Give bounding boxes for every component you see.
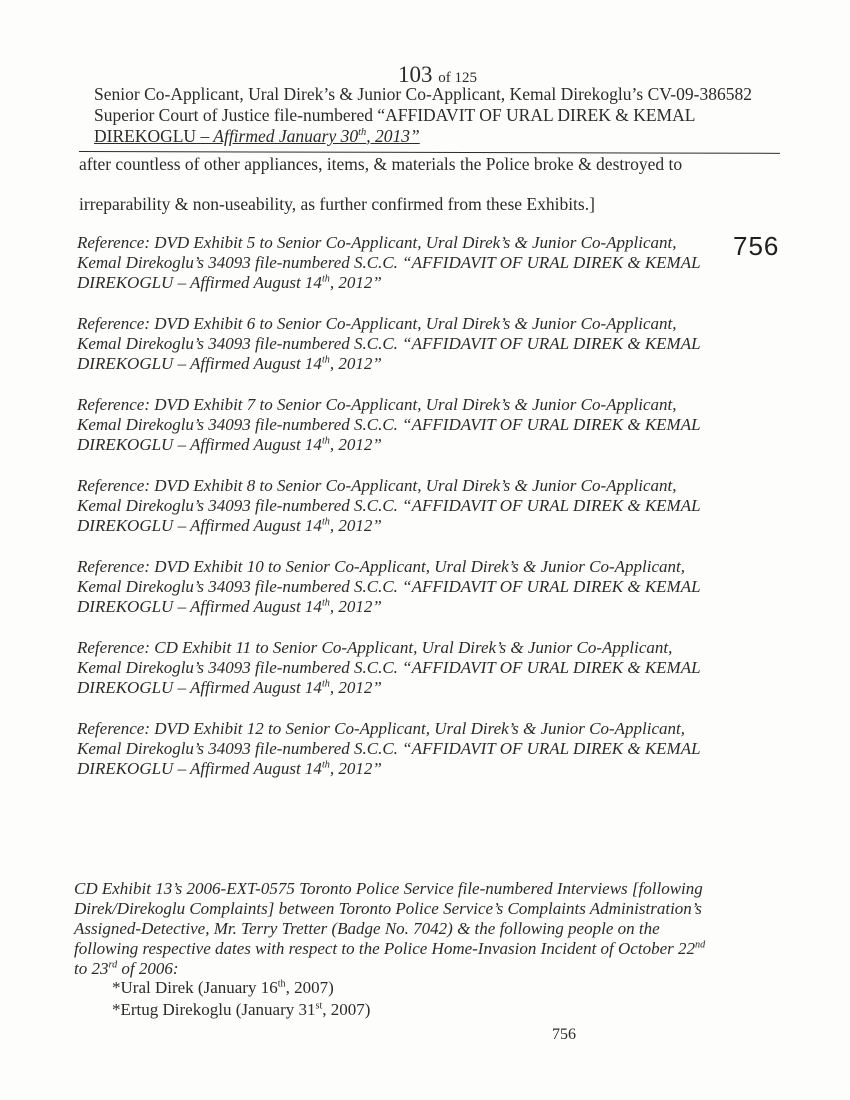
page-total: of 125 bbox=[438, 70, 477, 86]
header-line-1: Senior Co-Applicant, Ural Direk’s & Junior Co-Applicant, Kemal Direkoglu’s CV-09-386582 bbox=[94, 84, 752, 104]
reference-item: Reference: DVD Exhibit 12 to Senior Co-Applicant, Ural Direk’s & Junior Co-Applicant, Kemal Direkoglu’s 34093 file-numbered S.C.C. “AFFIDAVIT OF URAL DIREK & KEMAL DIREKOGLU – Affirmed August 14th, 2012” bbox=[77, 719, 701, 778]
document-header bbox=[94, 84, 752, 147]
reference-item: Reference: DVD Exhibit 6 to Senior Co-Applicant, Ural Direk’s & Junior Co-Applicant, Kemal Direkoglu’s 34093 file-numbered S.C.C. “AFFIDAVIT OF URAL DIREK & KEMAL DIREKOGLU – Affirmed August 14th, 2012” bbox=[77, 314, 701, 373]
reference-item: Reference: DVD Exhibit 5 to Senior Co-Applicant, Ural Direk’s & Junior Co-Applicant, Kemal Direkoglu’s 34093 file-numbered S.C.C. “AFFIDAVIT OF URAL DIREK & KEMAL DIREKOGLU – Affirmed August 14th, 2012” bbox=[77, 233, 701, 292]
body-line-1: after countless of other appliances, items, & materials the Police broke & destroyed to bbox=[79, 154, 683, 174]
page-number: 756 bbox=[552, 1026, 576, 1043]
page-current: 103 bbox=[398, 62, 433, 87]
stamp-number: 756 bbox=[733, 231, 780, 261]
list-item: *Ertug Direkoglu (January 31st, 2007) bbox=[112, 1000, 371, 1019]
header-affirmed: – Affirmed January 30th, 2013” bbox=[200, 126, 420, 146]
header-name: DIREKOGLU bbox=[94, 126, 197, 146]
reference-item: Reference: DVD Exhibit 10 to Senior Co-Applicant, Ural Direk’s & Junior Co-Applicant, Kemal Direkoglu’s 34093 file-numbered S.C.C. “AFFIDAVIT OF URAL DIREK & KEMAL DIREKOGLU – Affirmed August 14th, 2012” bbox=[77, 557, 701, 616]
reference-item: Reference: DVD Exhibit 7 to Senior Co-Applicant, Ural Direk’s & Junior Co-Applicant, Kemal Direkoglu’s 34093 file-numbered S.C.C. “AFFIDAVIT OF URAL DIREK & KEMAL DIREKOGLU – Affirmed August 14th, 2012” bbox=[77, 395, 701, 454]
reference-item: Reference: CD Exhibit 11 to Senior Co-Applicant, Ural Direk’s & Junior Co-Applicant, Kemal Direkoglu’s 34093 file-numbered S.C.C. “AFFIDAVIT OF URAL DIREK & KEMAL DIREKOGLU – Affirmed August 14th, 2012” bbox=[77, 638, 701, 697]
reference-item: Reference: DVD Exhibit 8 to Senior Co-Applicant, Ural Direk’s & Junior Co-Applicant, Kemal Direkoglu’s 34093 file-numbered S.C.C. “AFFIDAVIT OF URAL DIREK & KEMAL DIREKOGLU – Affirmed August 14th, 2012” bbox=[77, 476, 701, 535]
interviewee-list bbox=[112, 977, 370, 1021]
reference-list bbox=[77, 231, 780, 800]
body-line-2: irreparability & non-useability, as further confirmed from these Exhibits.] bbox=[79, 194, 595, 214]
list-item: *Ural Direk (January 16th, 2007) bbox=[112, 978, 334, 997]
cd-exhibit-13-paragraph: CD Exhibit 13’s 2006-EXT-0575 Toronto Police Service file-numbered Interviews [following Direk/Direkoglu Complaints] between Toronto Police Service’s Complaints Administration’s Assigned-Detective, Mr. Terry Tretter (Badge No. 7042) & the following people on the following respective dates with respect to the Police Home-Invasion Incident of October 22nd to 23rd of 2006: bbox=[74, 879, 706, 978]
header-line-2: Superior Court of Justice file-numbered “AFFIDAVIT OF URAL DIREK & KEMAL bbox=[94, 105, 696, 125]
header-line-3 bbox=[94, 126, 752, 147]
